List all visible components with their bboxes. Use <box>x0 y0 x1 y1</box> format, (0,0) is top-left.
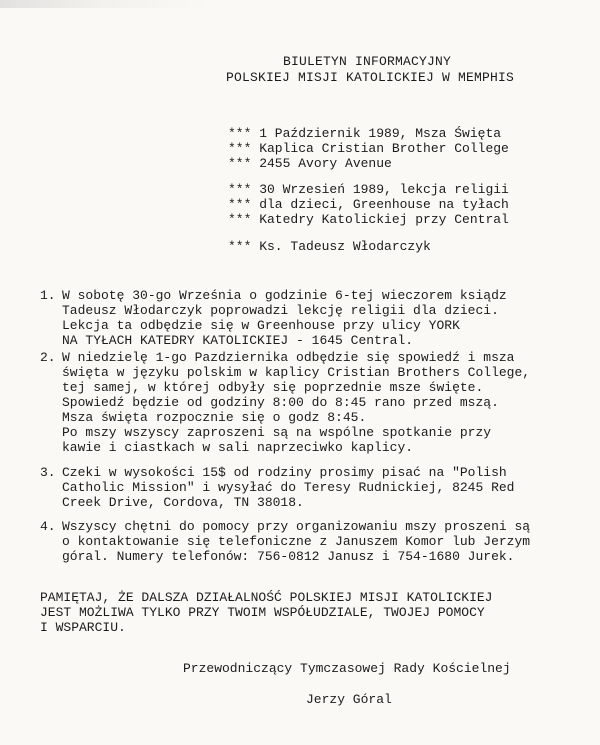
closing-line: JEST MOŻLIWA TYLKO PRZY TWOIM WSPÓŁUDZIALE, TWOJEJ POMOCY <box>40 605 485 620</box>
item-text-line: W niedzielę 1-go Pazdziernika odbędzie się spowiedź i msza <box>62 350 515 365</box>
item-text-line: święta w języku polskim w kaplicy Cristian Brothers College, <box>62 365 531 380</box>
item-text-line: Czeki w wysokości 15$ od rodziny prosimy pisać na "Polish <box>62 465 507 480</box>
notice-priest: *** Ks. Tadeusz Włodarczyk <box>228 239 431 254</box>
item-text-line: Lekcja ta odbędzie się w Greenhouse przy ulicy YORK <box>62 318 460 333</box>
notice-mass-line: *** Kaplica Cristian Brother College <box>228 141 509 156</box>
item-text-line: góral. Numery telefonów: 756-0812 Janusz i 754-1680 Jurek. <box>62 549 515 564</box>
bulletin-title-line-1: BIULETYN INFORMACYJNY <box>283 54 452 69</box>
item-text-line: Tadeusz Włodarczyk poprowadzi lekcję religii dla dzieci. <box>62 303 499 318</box>
bulletin-title-line-2: POLSKIEJ MISJI KATOLICKIEJ W MEMPHIS <box>226 70 515 85</box>
item-number: 4. <box>40 519 56 534</box>
item-text-line: NA TYŁACH KATEDRY KATOLICKIEJ - 1645 Central. <box>62 333 414 348</box>
item-text-line: o kontaktowanie się telefoniczne z Januszem Komor lub Jerzym <box>62 534 531 549</box>
item-text-line: Po mszy wszyscy zaproszeni są na wspólne spotkanie przy <box>62 425 492 440</box>
item-number: 3. <box>40 465 56 480</box>
item-text-line: tej samej, w której odbyły się poprzednie msze święte. <box>62 380 484 395</box>
signature-name: Jerzy Góral <box>306 692 392 707</box>
notice-mass-line: *** 1 Październik 1989, Msza Święta <box>228 126 502 141</box>
item-number: 1. <box>40 288 56 303</box>
notice-mass-line: *** 2455 Avory Avenue <box>228 156 392 171</box>
closing-line: I WSPARCIU. <box>40 620 126 635</box>
signature-role: Przewodniczący Tymczasowej Rady Kościelnej <box>183 661 511 676</box>
notice-lesson-line: *** Katedry Katolickiej przy Central <box>228 212 509 227</box>
item-text-line: Wszyscy chętni do pomocy przy organizowaniu mszy proszeni są <box>62 519 531 534</box>
closing-line: PAMIĘTAJ, ŻE DALSZA DZIAŁALNOŚĆ POLSKIEJ MISJI KATOLICKIEJ <box>40 590 493 605</box>
item-text-line: Catholic Mission" i wysyłać do Teresy Rudnickiej, 8245 Red <box>62 480 515 495</box>
item-text-line: Spowiedź będzie od godziny 8:00 do 8:45 rano przed mszą. <box>62 395 499 410</box>
item-text-line: Msza święta rozpocznie się o godz 8:45. <box>62 410 367 425</box>
notice-lesson-line: *** 30 Wrzesień 1989, lekcja religii <box>228 182 509 197</box>
item-text-line: Creek Drive, Cordova, TN 38018. <box>62 495 304 510</box>
notice-lesson-line: *** dla dzieci, Greenhouse na tyłach <box>228 197 509 212</box>
item-text-line: W sobotę 30-go Września o godzinie 6-tej wieczorem ksiądz <box>62 288 507 303</box>
item-text-line: kawie i ciastkach w sali naprzeciwko kaplicy. <box>62 440 414 455</box>
item-number: 2. <box>40 350 56 365</box>
scan-smudge <box>0 0 210 8</box>
